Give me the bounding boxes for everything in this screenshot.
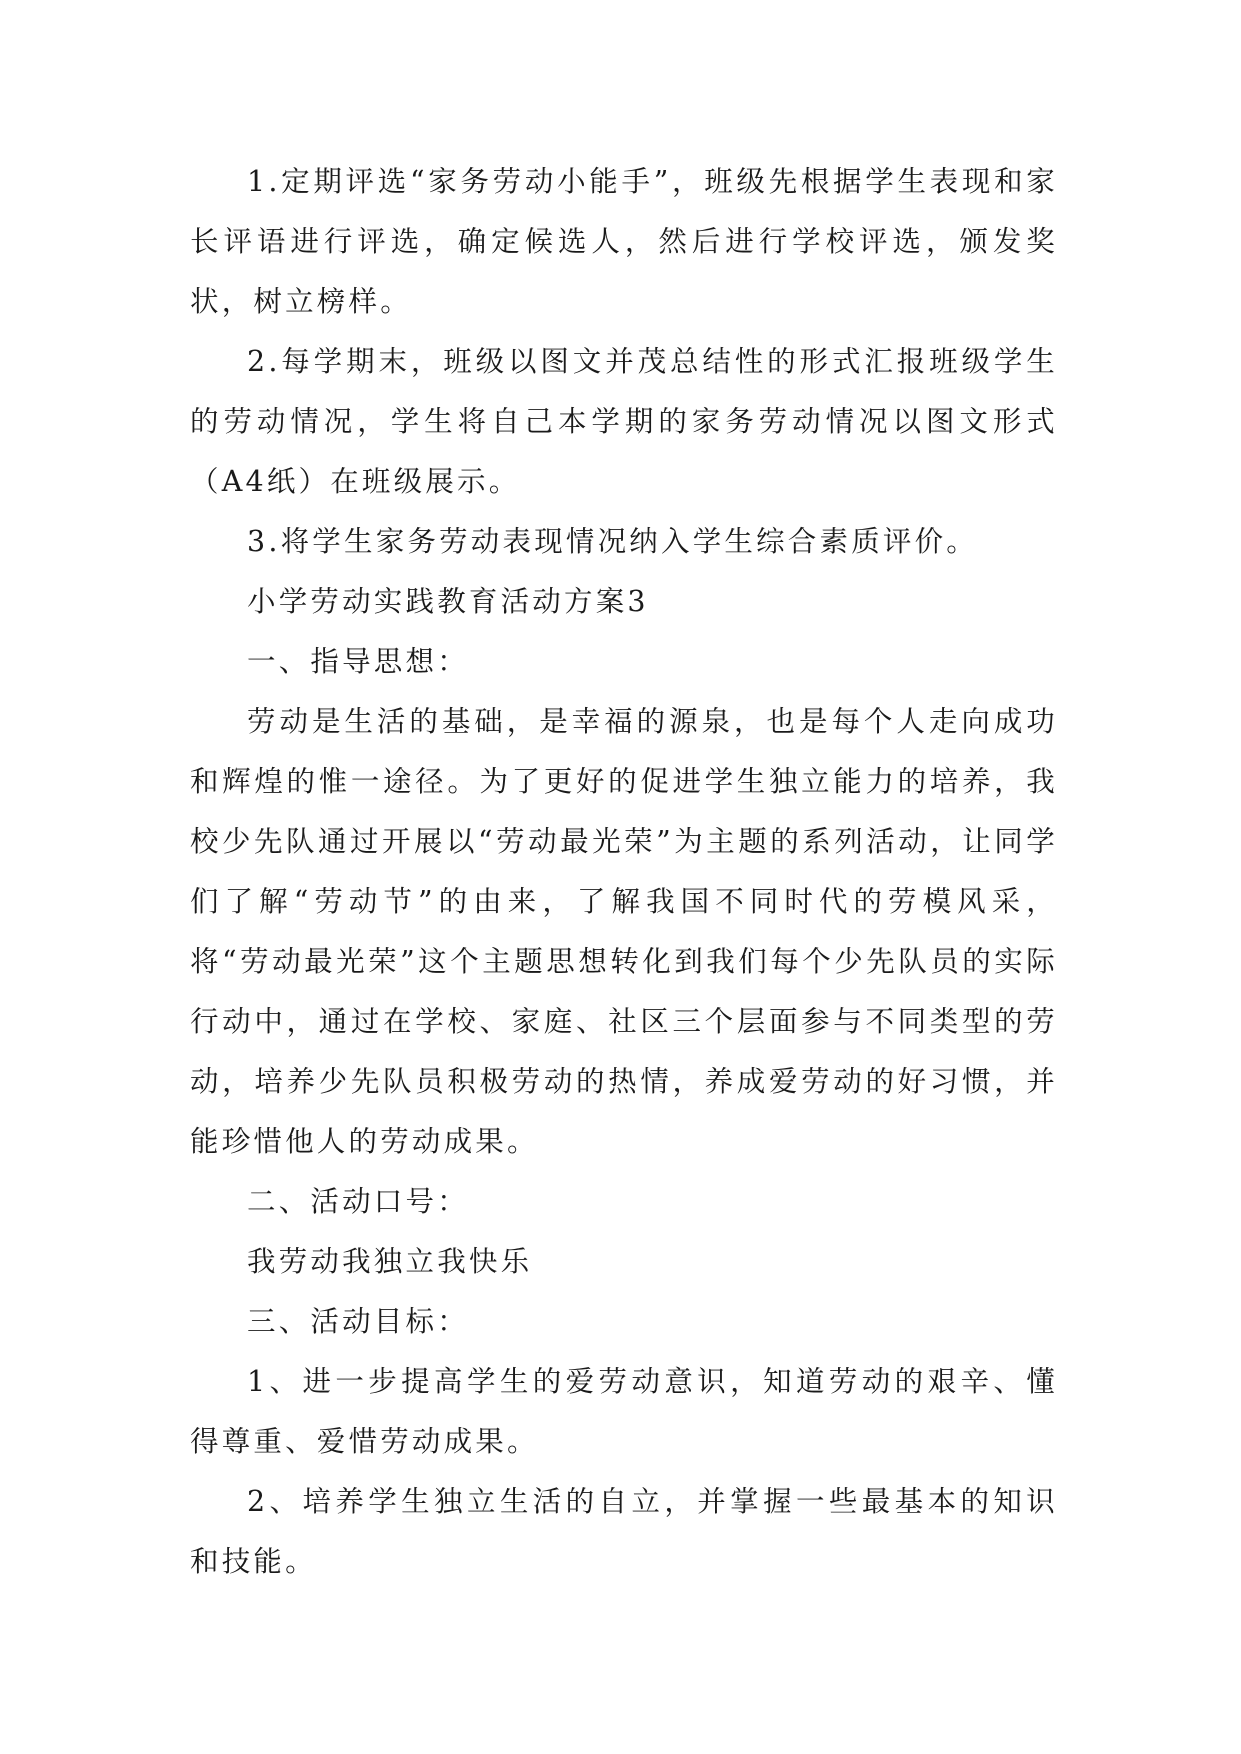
paragraph-evaluation-2: 2.每学期末，班级以图文并茂总结性的形式汇报班级学生的劳动情况，学生将自己本学期的家务劳动情况以图文形式（A4纸）在班级展示。 (190, 345, 1058, 498)
goal-item-1: 1、进一步提高学生的爱劳动意识，知道劳动的艰辛、懂得尊重、爱惜劳动成果。 (190, 1365, 1058, 1458)
paragraph-evaluation-3: 3.将学生家务劳动表现情况纳入学生综合素质评价。 (247, 525, 978, 558)
slogan-text: 我劳动我独立我快乐 (247, 1245, 533, 1278)
heading-slogan: 二、活动口号： (247, 1185, 469, 1218)
goal-item-2: 2、培养学生独立生活的自立，并掌握一些最基本的知识和技能。 (190, 1485, 1058, 1578)
document-page (190, 152, 1058, 1592)
section-title: 小学劳动实践教育活动方案3 (247, 585, 649, 618)
heading-goals: 三、活动目标： (247, 1305, 469, 1338)
paragraph-evaluation-1: 1.定期评选“家务劳动小能手”，班级先根据学生表现和家长评语进行评选，确定候选人，然后进行学校评选，颁发奖状，树立榜样。 (190, 165, 1058, 318)
paragraph-guiding-ideology: 劳动是生活的基础，是幸福的源泉，也是每个人走向成功和辉煌的惟一途径。为了更好的促进学生独立能力的培养，我校少先队通过开展以“劳动最光荣”为主题的系列活动，让同学们了解“劳动节”的由来，了解我国不同时代的劳模风采，将“劳动最光荣”这个主题思想转化到我们每个少先队员的实际行动中，通过在学校、家庭、社区三个层面参与不同类型的劳动，培养少先队员积极劳动的热情，养成爱劳动的好习惯，并能珍惜他人的劳动成果。 (190, 705, 1058, 1158)
heading-guiding-ideology: 一、指导思想： (247, 645, 469, 678)
